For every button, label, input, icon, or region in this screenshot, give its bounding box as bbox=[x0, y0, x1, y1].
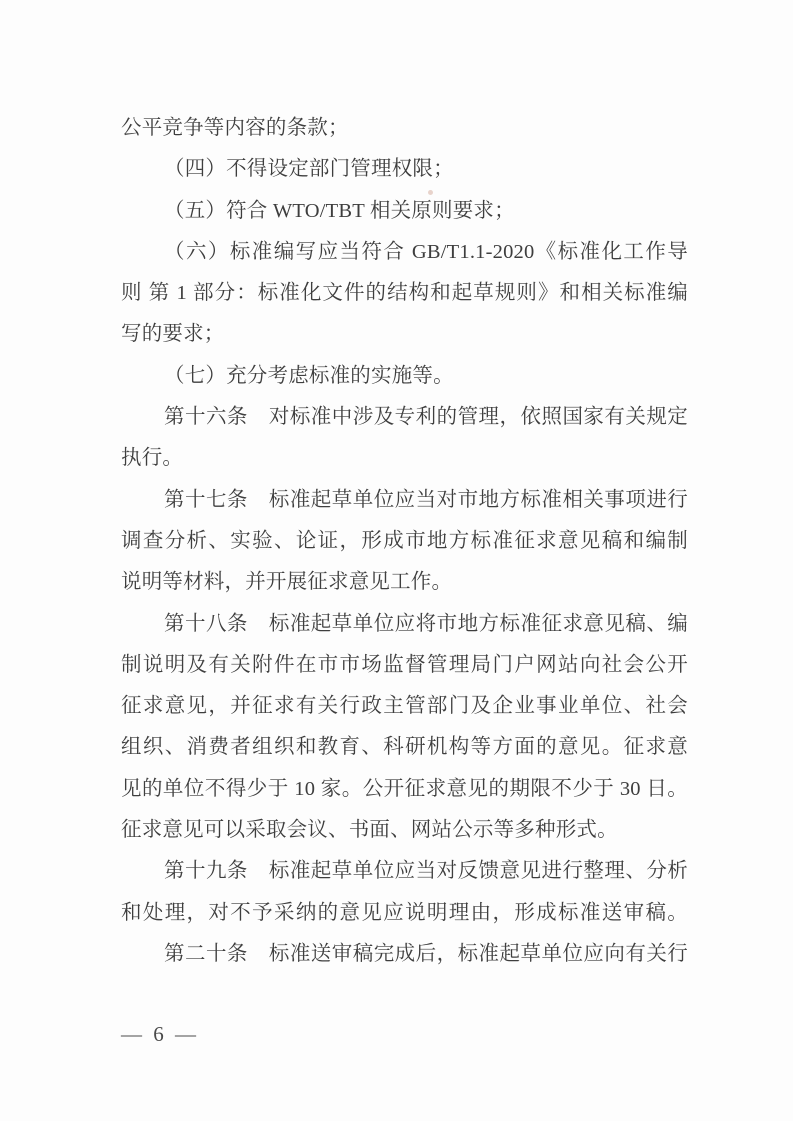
text-line: 第十六条 对标准中涉及专利的管理，依照国家有关规定 bbox=[164, 406, 688, 429]
text-line: （四）不得设定部门管理权限； bbox=[164, 158, 454, 181]
text-line: 写的要求； bbox=[121, 323, 225, 346]
text-line: （六）标准编写应当符合 GB/T1.1-2020《标准化工作导 bbox=[164, 240, 688, 263]
text-line: （七）充分考虑标准的实施等。 bbox=[164, 364, 454, 387]
text-line: 和处理，对不予采纳的意见应说明理由，形成标准送审稿。 bbox=[121, 901, 688, 924]
text-line: 执行。 bbox=[121, 447, 184, 470]
text-line: 征求意见，并征求有关行政主管部门及企业事业单位、社会 bbox=[121, 695, 688, 718]
page-number: — 6 — bbox=[121, 1022, 199, 1046]
scan-artifact bbox=[428, 190, 433, 195]
text-line: 第二十条 标准送审稿完成后，标准起草单位应向有关行 bbox=[164, 942, 688, 965]
text-line: 第十八条 标准起草单位应将市地方标准征求意见稿、编 bbox=[164, 612, 688, 635]
document-body bbox=[121, 108, 688, 975]
text-line: （五）符合 WTO/TBT 相关原则要求； bbox=[164, 199, 515, 222]
text-line: 组织、消费者组织和教育、科研机构等方面的意见。征求意 bbox=[121, 736, 688, 759]
text-line: 第十七条 标准起草单位应当对市地方标准相关事项进行 bbox=[164, 488, 688, 511]
text-line: 调查分析、实验、论证，形成市地方标准征求意见稿和编制 bbox=[121, 529, 688, 552]
text-line: 制说明及有关附件在市市场监督管理局门户网站向社会公开 bbox=[121, 653, 688, 676]
text-line: 征求意见可以采取会议、书面、网站公示等多种形式。 bbox=[121, 819, 618, 842]
text-line: 公平竞争等内容的条款； bbox=[121, 117, 349, 139]
text-line: 则 第 1 部分：标准化文件的结构和起草规则》和相关标准编 bbox=[121, 282, 688, 305]
text-line: 第十九条 标准起草单位应当对反馈意见进行整理、分析 bbox=[164, 860, 688, 883]
text-line: 见的单位不得少于 10 家。公开征求意见的期限不少于 30 日。 bbox=[121, 777, 688, 800]
text-line: 说明等材料，并开展征求意见工作。 bbox=[121, 571, 453, 594]
